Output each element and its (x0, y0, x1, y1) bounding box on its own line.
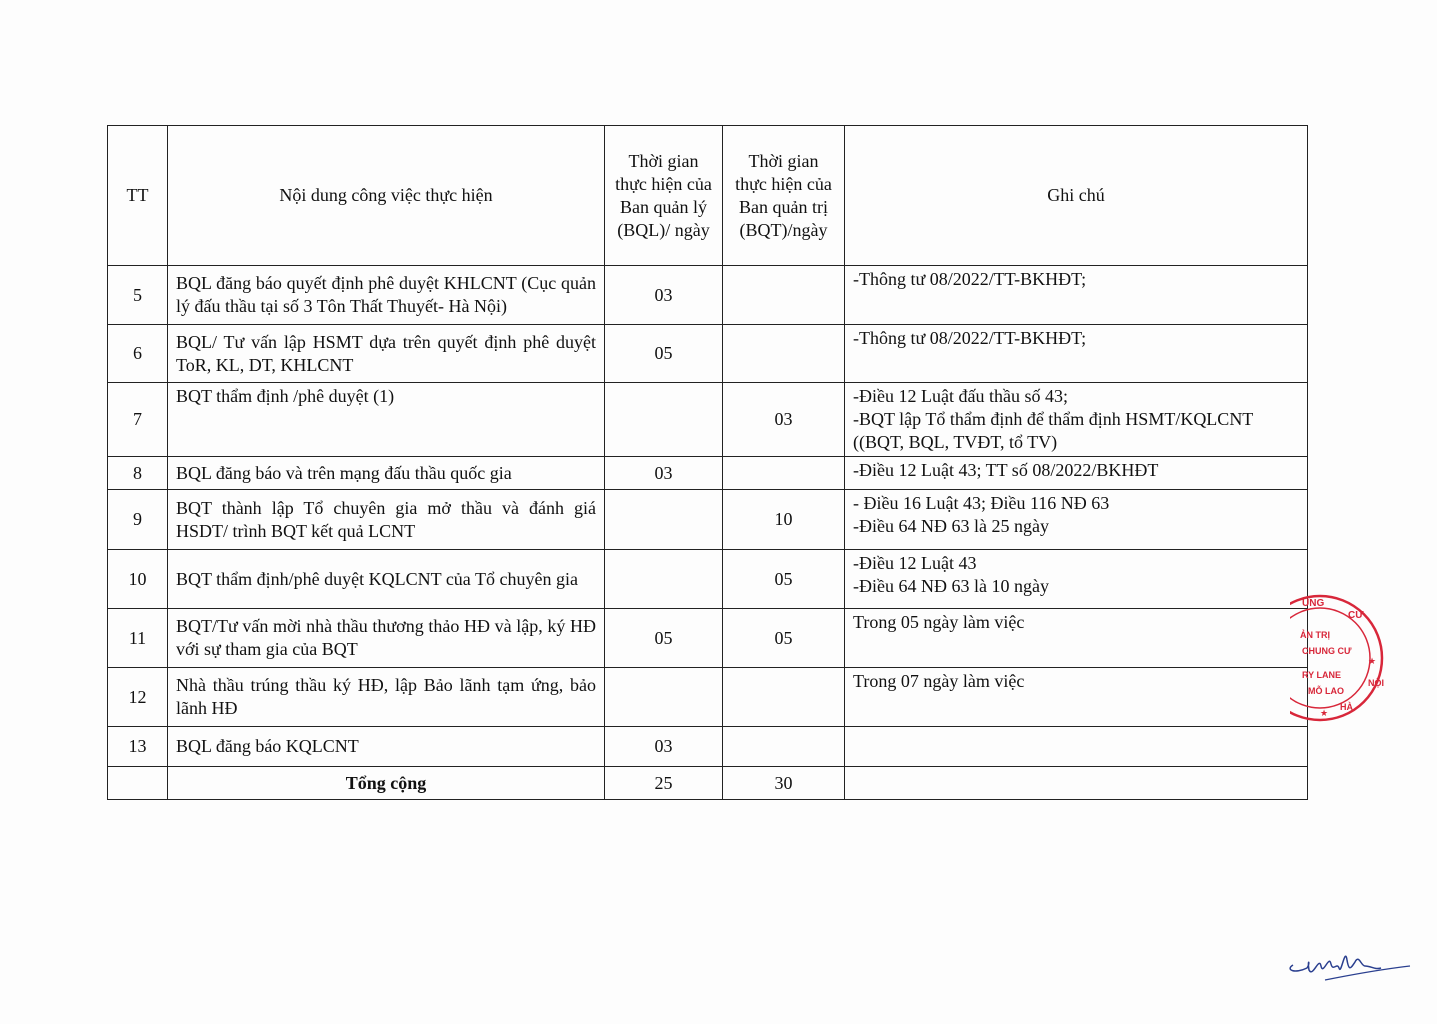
stamp-star: ★ (1320, 708, 1329, 718)
total-bqt-days: 30 (723, 767, 845, 800)
note-line: Trong 07 ngày làm việc (853, 671, 1025, 691)
stamp-text: ẢN TRỊ (1300, 630, 1330, 640)
row-bqt-days (723, 727, 845, 767)
row-bql-days (605, 383, 723, 457)
stamp-star: ★ (1368, 656, 1377, 666)
total-row (108, 767, 1308, 800)
row-note (845, 609, 1308, 668)
red-seal-stamp (1290, 588, 1385, 728)
table-row (108, 609, 1308, 668)
row-job: BQT thành lập Tổ chuyên gia mở thầu và đánh giá HSDT/ trình BQT kết quả LCNT (168, 490, 605, 550)
row-note (845, 266, 1308, 325)
row-tt: 10 (108, 550, 168, 609)
row-job: BQT thẩm định/phê duyệt KQLCNT của Tổ chuyên gia (168, 550, 605, 609)
row-job: Nhà thầu trúng thầu ký HĐ, lập Bảo lãnh tạm ứng, bảo lãnh HĐ (168, 668, 605, 727)
row-bqt-days: 05 (723, 550, 845, 609)
note-line: -Điều 64 NĐ 63 là 10 ngày (853, 576, 1049, 596)
stamp-text: RY LANE (1302, 670, 1342, 680)
row-note (845, 325, 1308, 383)
row-note (845, 457, 1308, 490)
note-line: -Điều 12 Luật đấu thầu số 43; (853, 386, 1068, 406)
row-tt: 6 (108, 325, 168, 383)
row-tt: 13 (108, 727, 168, 767)
row-note (845, 727, 1308, 767)
stamp-text: HÀ (1340, 702, 1353, 712)
stamp-text: UNG (1302, 598, 1325, 609)
note-line: ((BQT, BQL, TVĐT, tổ TV) (853, 432, 1058, 452)
note-line: -Thông tư 08/2022/TT-BKHĐT; (853, 269, 1087, 289)
note-line: -BQT lập Tổ thẩm định để thẩm định HSMT/KQLCNT (853, 409, 1254, 429)
table-header-row (108, 126, 1308, 266)
row-tt: 12 (108, 668, 168, 727)
row-job: BQT/Tư vấn mời nhà thầu thương thảo HĐ và lập, ký HĐ với sự tham gia của BQT (168, 609, 605, 668)
row-note (845, 550, 1308, 609)
handwritten-signature (1285, 940, 1415, 990)
row-note (845, 490, 1308, 550)
row-bql-days: 03 (605, 727, 723, 767)
table-row (108, 383, 1308, 457)
header-tt: TT (108, 126, 168, 266)
total-note-empty (845, 767, 1308, 800)
note-line: - Điều 16 Luật 43; Điều 116 NĐ 63 (853, 493, 1110, 513)
row-tt: 7 (108, 383, 168, 457)
row-job: BQL/ Tư vấn lập HSMT dựa trên quyết định phê duyệt ToR, KL, DT, KHLCNT (168, 325, 605, 383)
stamp-text: CHUNG CƯ (1302, 646, 1352, 656)
stamp-text: CƯ (1348, 610, 1364, 621)
total-label: Tổng cộng (168, 767, 605, 800)
header-note: Ghi chú (845, 126, 1308, 266)
note-line: -Điều 12 Luật 43; TT số 08/2022/BKHĐT (853, 460, 1159, 480)
table-row (108, 550, 1308, 609)
row-bqt-days (723, 325, 845, 383)
row-bqt-days: 05 (723, 609, 845, 668)
row-note (845, 383, 1308, 457)
row-tt: 11 (108, 609, 168, 668)
row-bql-days: 03 (605, 457, 723, 490)
row-job: BQL đăng báo quyết định phê duyệt KHLCNT (Cục quản lý đấu thầu tại số 3 Tôn Thất Thuyết- Hà Nội) (168, 266, 605, 325)
note-line: Trong 05 ngày làm việc (853, 612, 1025, 632)
table-row (108, 490, 1308, 550)
total-bql-days: 25 (605, 767, 723, 800)
row-bql-days: 03 (605, 266, 723, 325)
table-row (108, 325, 1308, 383)
header-job: Nội dung công việc thực hiện (168, 126, 605, 266)
row-bql-days: 05 (605, 325, 723, 383)
table-row (108, 727, 1308, 767)
row-job: BQT thẩm định /phê duyệt (1) (168, 383, 605, 457)
stamp-text: MỖ LAO (1308, 686, 1344, 696)
note-line: -Điều 12 Luật 43 (853, 553, 977, 573)
row-bqt-days (723, 668, 845, 727)
header-bqt-time: Thời gian thực hiện của Ban quản trị (BQT)/ngày (723, 126, 845, 266)
table-row (108, 457, 1308, 490)
row-bql-days: 05 (605, 609, 723, 668)
table-row (108, 266, 1308, 325)
row-job: BQL đăng báo KQLCNT (168, 727, 605, 767)
row-bqt-days: 10 (723, 490, 845, 550)
row-bql-days (605, 490, 723, 550)
row-tt: 9 (108, 490, 168, 550)
row-bql-days (605, 550, 723, 609)
header-bql-time: Thời gian thực hiện của Ban quản lý (BQL)/ ngày (605, 126, 723, 266)
row-bqt-days: 03 (723, 383, 845, 457)
row-tt: 5 (108, 266, 168, 325)
row-tt: 8 (108, 457, 168, 490)
row-job: BQL đăng báo và trên mạng đấu thầu quốc gia (168, 457, 605, 490)
note-line: -Điều 64 NĐ 63 là 25 ngày (853, 516, 1049, 536)
row-note (845, 668, 1308, 727)
work-schedule-table (107, 125, 1308, 800)
row-bqt-days (723, 266, 845, 325)
total-tt-empty (108, 767, 168, 800)
row-bql-days (605, 668, 723, 727)
row-bqt-days (723, 457, 845, 490)
table-row (108, 668, 1308, 727)
note-line: -Thông tư 08/2022/TT-BKHĐT; (853, 328, 1087, 348)
stamp-text: NỘI (1368, 678, 1385, 688)
